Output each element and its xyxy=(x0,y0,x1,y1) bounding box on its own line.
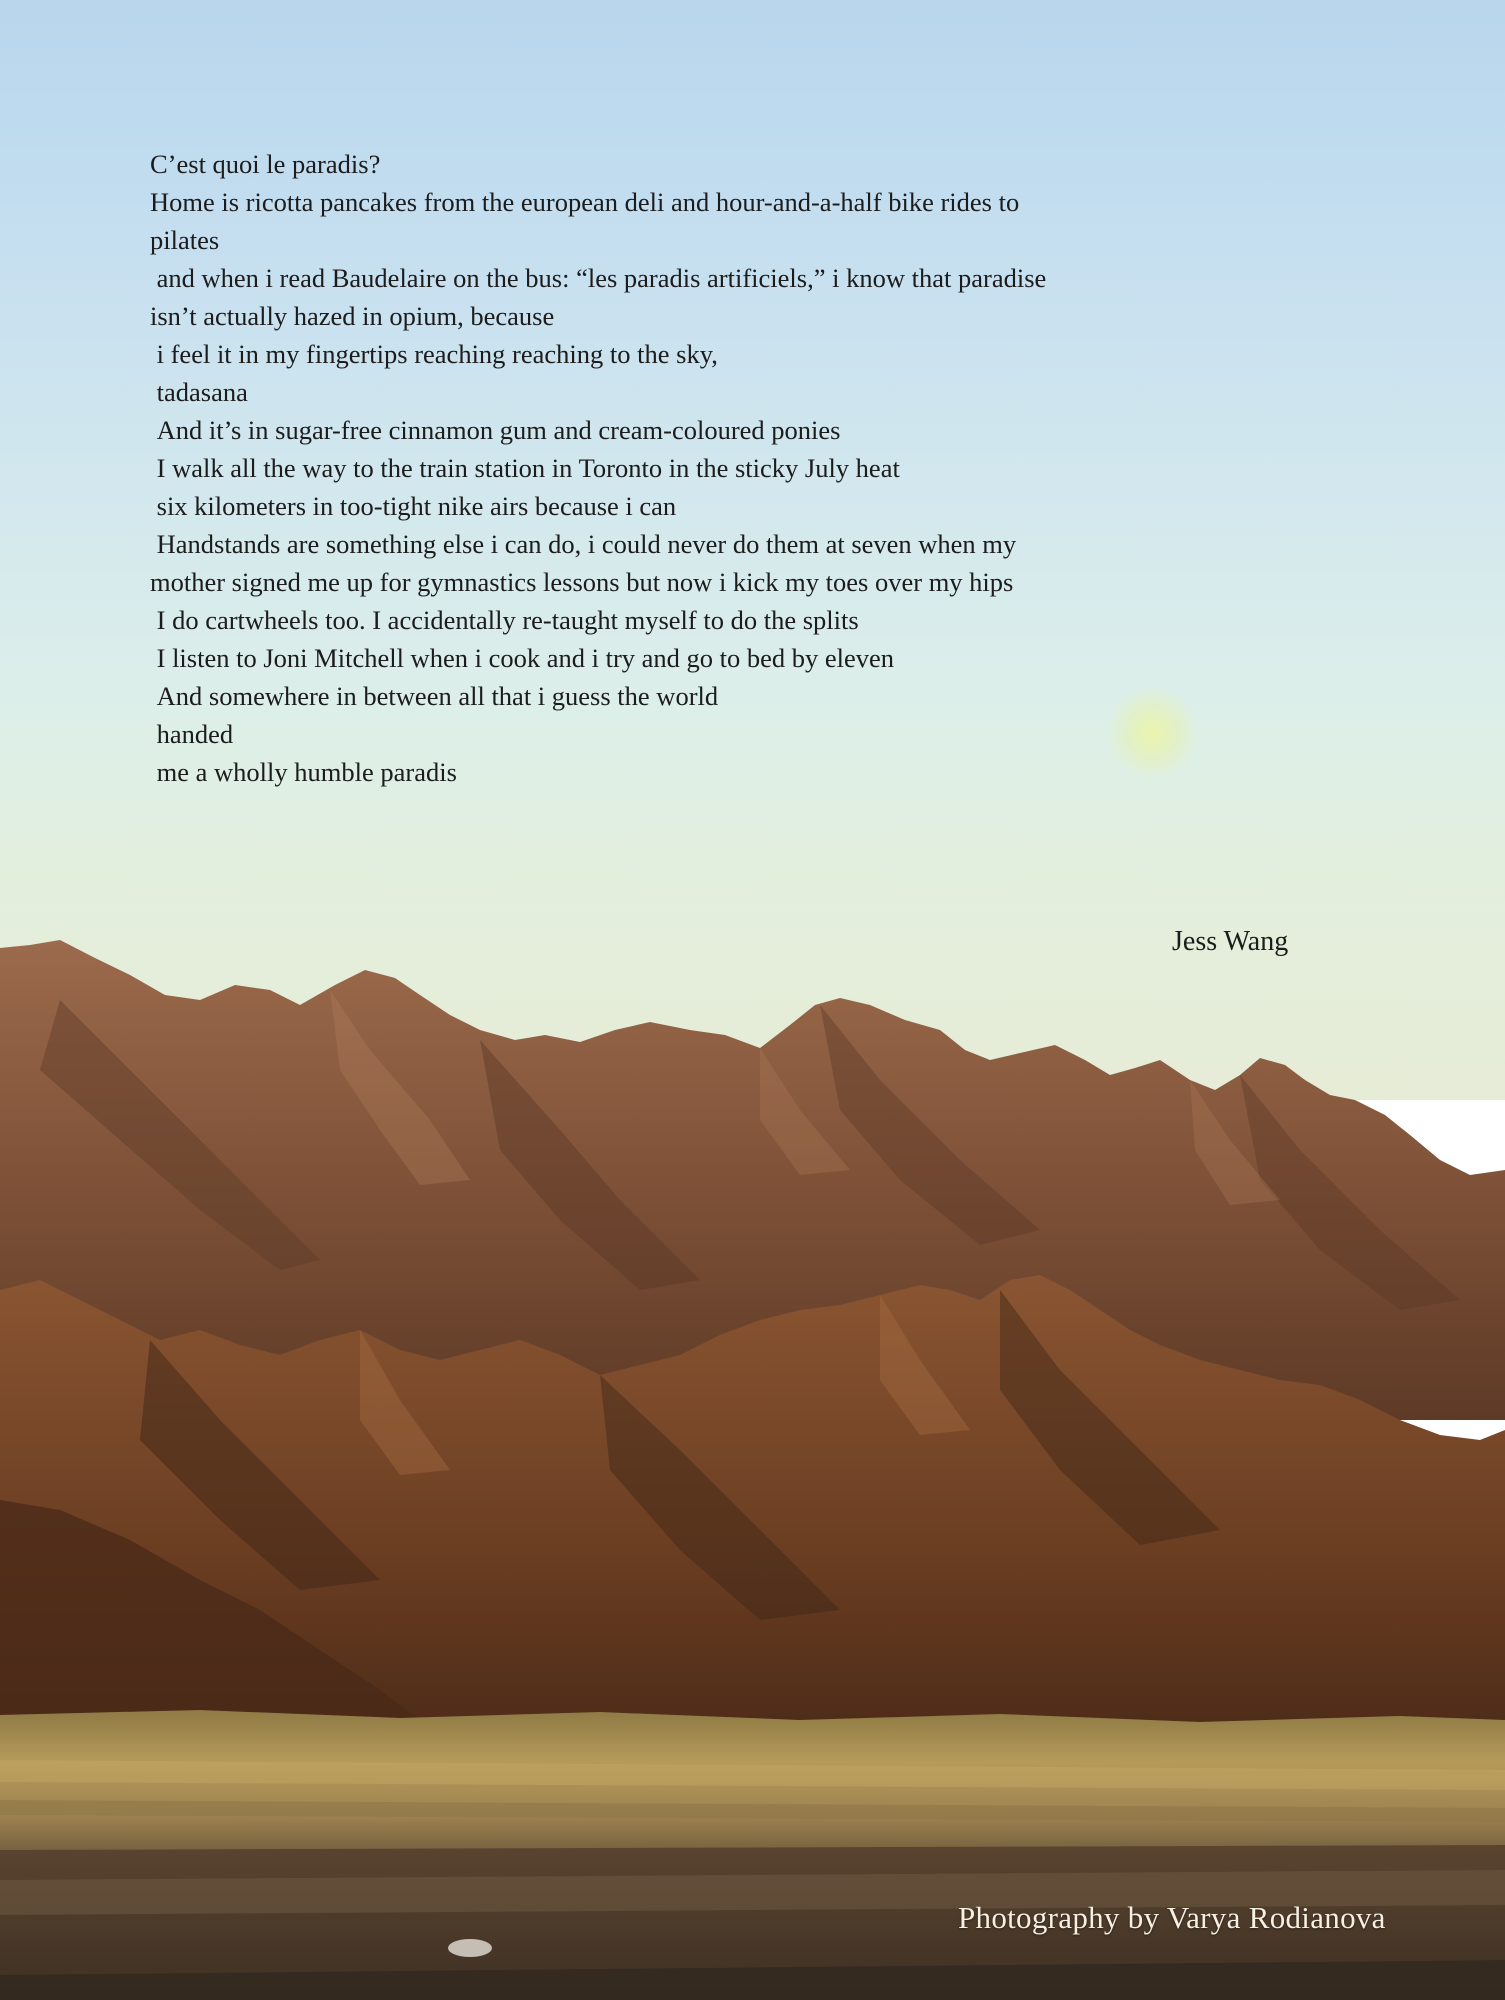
poem-line: I walk all the way to the train station in Toronto in the sticky July heat xyxy=(150,453,900,483)
poem-line: Handstands are something else i can do, i could never do them at seven when my xyxy=(150,529,1017,559)
poem-line: me a wholly humble paradis xyxy=(150,757,457,787)
poem-line: six kilometers in too-tight nike airs because i can xyxy=(150,491,677,521)
poem-line: mother signed me up for gymnastics lessons but now i kick my toes over my hips xyxy=(150,567,1014,597)
poem-line: I do cartwheels too. I accidentally re-taught myself to do the splits xyxy=(150,605,859,635)
author-name: Jess Wang xyxy=(1172,926,1289,957)
poem-line: And it’s in sugar-free cinnamon gum and cream-coloured ponies xyxy=(150,415,841,445)
poem-line: And somewhere in between all that i guess the world xyxy=(150,681,719,711)
poem-line: i feel it in my fingertips reaching reaching to the sky, xyxy=(150,339,718,369)
photo-credit: Photography by Varya Rodianova xyxy=(958,1900,1386,1935)
poem-body xyxy=(150,145,1150,791)
poem-line: C’est quoi le paradis? xyxy=(150,149,381,179)
poem-line: handed xyxy=(150,719,234,749)
poem-line: Home is ricotta pancakes from the european deli and hour-and-a-half bike rides to xyxy=(150,187,1020,217)
poem-line: isn’t actually hazed in opium, because xyxy=(150,301,555,331)
poem-line: tadasana xyxy=(150,377,248,407)
poem-line: pilates xyxy=(150,225,220,255)
poem-line: and when i read Baudelaire on the bus: “les paradis artificiels,” i know that paradise xyxy=(150,263,1047,293)
poem-line: I listen to Joni Mitchell when i cook and i try and go to bed by eleven xyxy=(150,643,895,673)
